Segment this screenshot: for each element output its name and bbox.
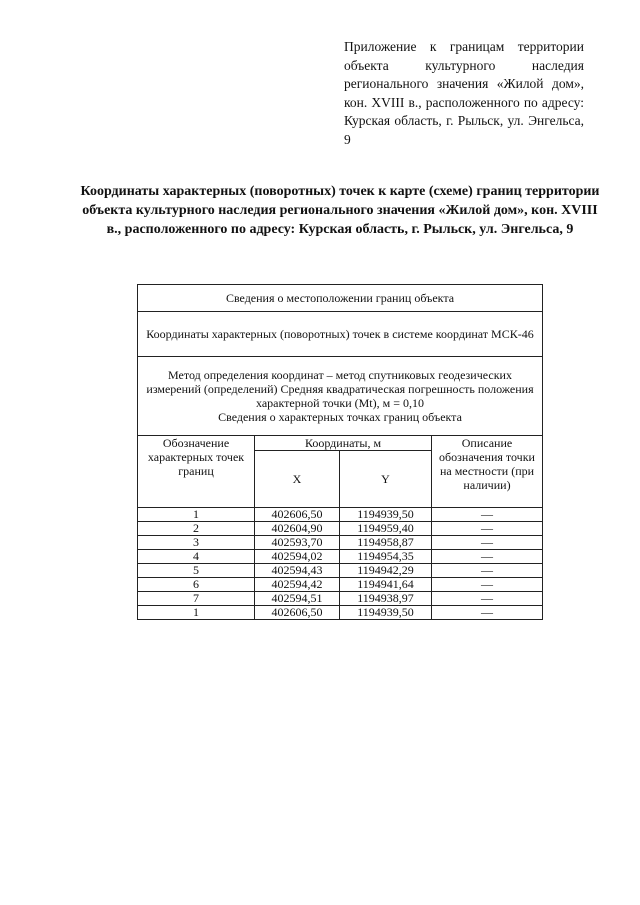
table-row (138, 550, 543, 564)
description-cell: — (432, 592, 543, 606)
point-cell: 3 (138, 536, 255, 550)
method-description: Метод определения координат – метод спутниковых геодезических измерений (определений) Средняя квадратическая погрешность положения характерной точки (Mt), м = 0,10 (146, 368, 534, 410)
table-row (138, 564, 543, 578)
method-cell (138, 357, 543, 436)
y-cell: 1194942,29 (340, 564, 432, 578)
description-cell: — (432, 536, 543, 550)
x-cell: 402594,02 (255, 550, 340, 564)
description-cell: — (432, 508, 543, 522)
x-cell: 402594,51 (255, 592, 340, 606)
point-cell: 1 (138, 606, 255, 620)
x-cell: 402593,70 (255, 536, 340, 550)
table-row (138, 606, 543, 620)
description-cell: — (432, 564, 543, 578)
y-cell: 1194939,50 (340, 508, 432, 522)
point-cell: 4 (138, 550, 255, 564)
table-row (138, 578, 543, 592)
x-cell: 402604,90 (255, 522, 340, 536)
description-cell: — (432, 550, 543, 564)
y-cell: 1194941,64 (340, 578, 432, 592)
description-cell: — (432, 522, 543, 536)
x-cell: 402606,50 (255, 508, 340, 522)
coordinates-table (137, 284, 543, 620)
y-cell: 1194954,35 (340, 550, 432, 564)
x-cell: 402594,43 (255, 564, 340, 578)
point-cell: 6 (138, 578, 255, 592)
description-cell: — (432, 578, 543, 592)
y-cell: 1194939,50 (340, 606, 432, 620)
location-header: Сведения о местоположении границ объекта (138, 285, 543, 312)
table-row (138, 522, 543, 536)
y-cell: 1194959,40 (340, 522, 432, 536)
col-x: X (255, 451, 340, 508)
appendix-note: Приложение к границам территории объекта культурного наследия регионального значения «Жилой дом», кон. XVIII в., расположенного по адресу: Курская область, г. Рыльск, ул. Энгельса, 9 (344, 39, 584, 147)
y-cell: 1194938,97 (340, 592, 432, 606)
point-cell: 7 (138, 592, 255, 606)
x-cell: 402594,42 (255, 578, 340, 592)
y-cell: 1194958,87 (340, 536, 432, 550)
point-cell: 1 (138, 508, 255, 522)
table-row (138, 592, 543, 606)
point-cell: 2 (138, 522, 255, 536)
table-row (138, 536, 543, 550)
col-coordinates: Координаты, м (255, 436, 432, 451)
col-description: Описание обозначения точки на местности (при наличии) (432, 436, 543, 508)
description-cell: — (432, 606, 543, 620)
col-designation: Обозначение характерных точек границ (138, 436, 255, 508)
document-title: Координаты характерных (поворотных) точек к карте (схеме) границ территории объекта культурного наследия регионального значения «Жилой дом», кон. XVIII в., расположенного по адресу: Курская область, г. Рыльск, ул. Энгельса, 9 (80, 184, 600, 237)
table-row (138, 508, 543, 522)
x-cell: 402606,50 (255, 606, 340, 620)
point-cell: 5 (138, 564, 255, 578)
points-header: Сведения о характерных точках границ объекта (218, 410, 462, 424)
coordinate-system: Координаты характерных (поворотных) точек в системе координат МСК-46 (138, 312, 543, 357)
col-y: Y (340, 451, 432, 508)
